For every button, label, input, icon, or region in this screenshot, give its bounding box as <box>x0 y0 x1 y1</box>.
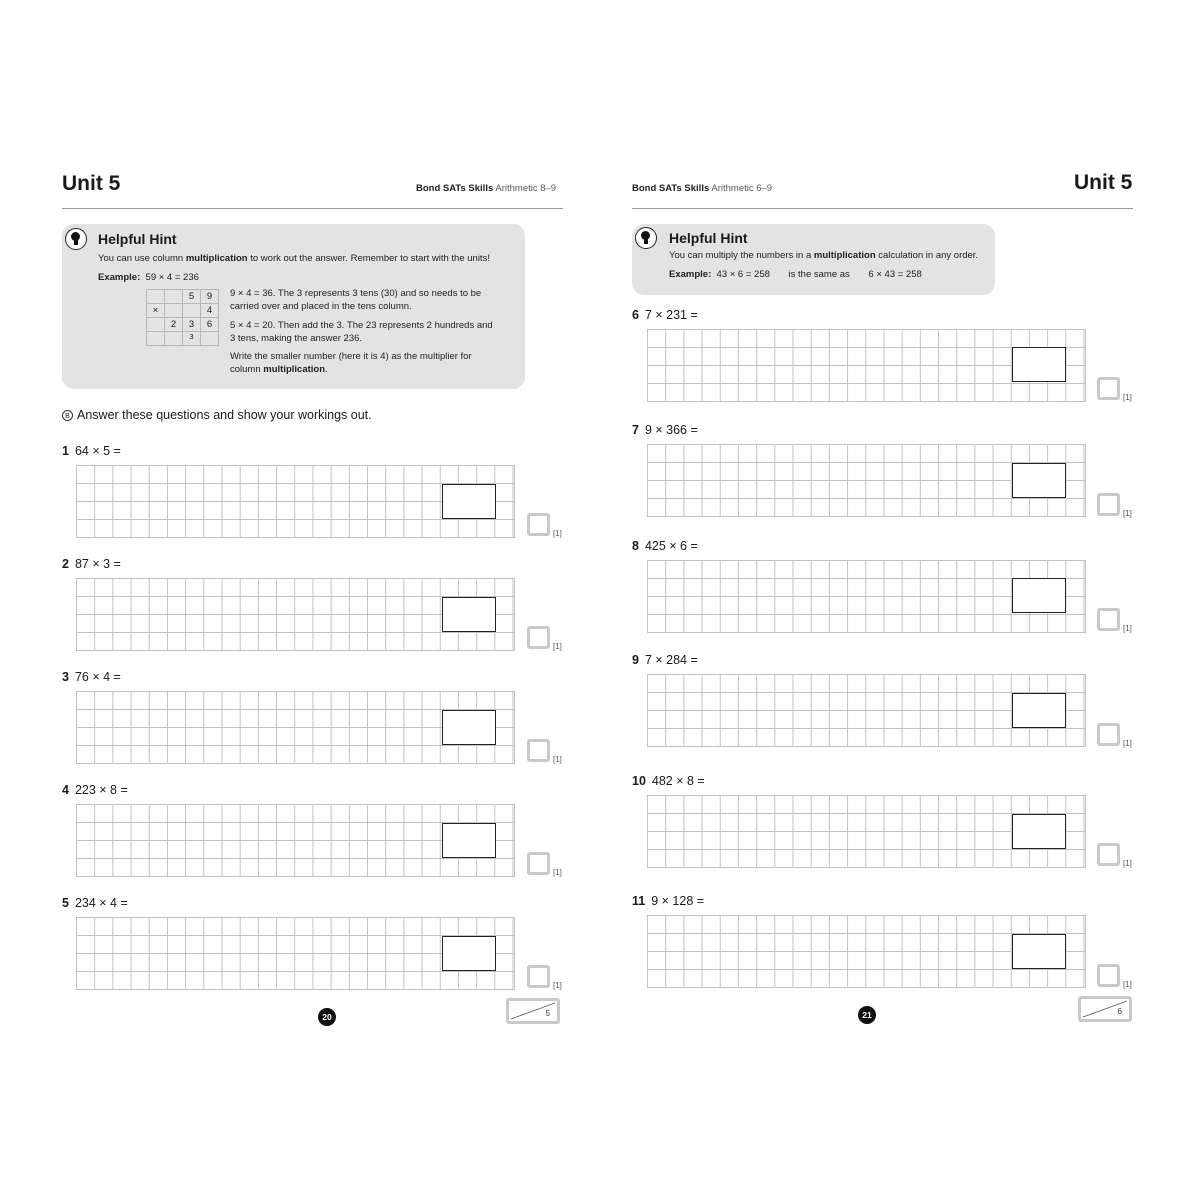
unit-title: Unit 5 <box>1074 171 1133 194</box>
grid-cell: 2 <box>165 318 183 332</box>
mark-value: [1] <box>553 868 562 877</box>
question-text: 223 × 8 = <box>74 783 128 797</box>
hint-intro <box>98 252 518 265</box>
question-number: 8 <box>632 539 639 553</box>
mark-box[interactable] <box>1097 608 1120 631</box>
mark-box[interactable] <box>527 739 550 762</box>
score-total: 5 <box>545 1009 550 1018</box>
hint-keyword: multiplication <box>813 250 876 261</box>
question-label <box>632 653 698 667</box>
series-label <box>632 183 772 194</box>
example-connector: is the same as <box>788 269 850 280</box>
mark-box[interactable] <box>527 965 550 988</box>
question-number: 6 <box>632 308 639 322</box>
helpful-hint-panel <box>632 224 995 295</box>
question-label <box>62 896 128 910</box>
question-label <box>632 423 698 437</box>
answer-box[interactable] <box>442 710 496 745</box>
hint-paragraph-3-text: Write the smaller number (here it is 4) as the multiplier for column <box>230 351 472 375</box>
unit-title: Unit 5 <box>62 172 121 195</box>
grid-cell: × <box>147 304 165 318</box>
lightbulb-icon <box>65 228 87 250</box>
hint-intro-text: You can use column <box>98 253 186 264</box>
series-label <box>416 183 556 194</box>
grid-cell <box>147 332 165 346</box>
question-text: 7 × 231 = <box>644 308 698 322</box>
hint-example <box>669 268 989 281</box>
helpful-hint-panel <box>62 224 525 389</box>
question-text: 64 × 5 = <box>74 444 121 458</box>
series-subject: Arithmetic 6–9 <box>711 183 773 194</box>
hint-intro-text-end: calculation in any order. <box>875 250 979 261</box>
hint-keyword: multiplication <box>185 253 248 264</box>
mark-value: [1] <box>1123 980 1132 989</box>
section-instruction <box>62 408 372 422</box>
grid-cell: 4 <box>201 304 219 318</box>
question-label <box>632 894 704 908</box>
hint-paragraph-3-end: . <box>325 364 328 375</box>
mark-box[interactable] <box>1097 493 1120 516</box>
question-number: 1 <box>62 444 69 458</box>
grid-cell: 9 <box>201 290 219 304</box>
example-label: Example: <box>98 272 141 283</box>
question-number: 9 <box>632 653 639 667</box>
mark-box[interactable] <box>527 513 550 536</box>
question-number: 11 <box>632 894 646 908</box>
question-number: 4 <box>62 783 69 797</box>
question-label <box>632 774 705 788</box>
mark-value: [1] <box>553 755 562 764</box>
question-number: 2 <box>62 557 69 571</box>
question-label <box>62 444 121 458</box>
answer-box[interactable] <box>442 597 496 632</box>
question-text: 482 × 8 = <box>651 774 705 788</box>
question-number: 10 <box>632 774 646 788</box>
grid-cell: 3 <box>183 318 201 332</box>
total-score-box[interactable] <box>1078 996 1132 1022</box>
answer-box[interactable] <box>1012 934 1066 969</box>
question-label <box>62 557 121 571</box>
question-label <box>632 308 698 322</box>
question-text: 87 × 3 = <box>74 557 121 571</box>
series-subject: Arithmetic 8–9 <box>495 183 557 194</box>
grid-cell <box>147 318 165 332</box>
example-equation: 59 × 4 = 236 <box>145 272 199 283</box>
header-rule <box>632 208 1133 209</box>
answer-box[interactable] <box>1012 578 1066 613</box>
right-page <box>600 0 1200 1200</box>
question-text: 76 × 4 = <box>74 670 121 684</box>
mark-value: [1] <box>1123 859 1132 868</box>
mark-value: [1] <box>553 529 562 538</box>
mark-value: [1] <box>1123 393 1132 402</box>
question-number: 5 <box>62 896 69 910</box>
question-text: 425 × 6 = <box>644 539 698 553</box>
mark-box[interactable] <box>527 626 550 649</box>
series-name: Bond SATs Skills <box>632 183 710 194</box>
hint-intro-text: You can multiply the numbers in a <box>669 250 814 261</box>
question-label <box>62 783 128 797</box>
series-name: Bond SATs Skills <box>416 183 494 194</box>
hint-title: Helpful Hint <box>669 230 748 246</box>
hint-paragraph-3 <box>230 350 498 376</box>
lightbulb-icon <box>635 227 657 249</box>
worked-example-grid <box>146 289 219 346</box>
hint-example <box>98 271 199 284</box>
answer-box[interactable] <box>442 484 496 519</box>
hint-title: Helpful Hint <box>98 231 177 247</box>
mark-value: [1] <box>1123 624 1132 633</box>
grid-cell <box>165 290 183 304</box>
mark-box[interactable] <box>1097 843 1120 866</box>
example-equation-swapped: 6 × 43 = 258 <box>868 269 922 280</box>
mark-box[interactable] <box>1097 964 1120 987</box>
answer-box[interactable] <box>1012 693 1066 728</box>
example-label: Example: <box>669 269 712 280</box>
grid-cell <box>183 304 201 318</box>
grid-cell: 6 <box>201 318 219 332</box>
answer-box[interactable] <box>442 823 496 858</box>
mark-value: [1] <box>1123 739 1132 748</box>
answer-box[interactable] <box>1012 347 1066 382</box>
mark-value: [1] <box>553 642 562 651</box>
question-text: 234 × 4 = <box>74 896 128 910</box>
grid-cell <box>165 304 183 318</box>
section-badge: B <box>62 410 73 421</box>
mark-box[interactable] <box>1097 723 1120 746</box>
mark-box[interactable] <box>527 852 550 875</box>
grid-cell: 5 <box>183 290 201 304</box>
hint-paragraph-1: 9 × 4 = 36. The 3 represents 3 tens (30) and so needs to be carried over and placed in the tens column. <box>230 288 482 312</box>
hint-paragraph-2: 5 × 4 = 20. Then add the 3. The 23 represents 2 hundreds and 3 tens, making the answer 236. <box>230 320 493 344</box>
question-label <box>632 539 698 553</box>
question-text: 9 × 366 = <box>644 423 698 437</box>
total-score-box[interactable] <box>506 998 560 1024</box>
header-rule <box>62 208 563 209</box>
grid-cell <box>201 332 219 346</box>
question-number: 3 <box>62 670 69 684</box>
grid-cell <box>165 332 183 346</box>
mark-value: [1] <box>553 981 562 990</box>
instruction-text: Answer these questions and show your workings out. <box>77 408 372 422</box>
mark-value: [1] <box>1123 509 1132 518</box>
grid-cell <box>147 290 165 304</box>
hint-intro <box>669 249 993 262</box>
answer-box[interactable] <box>442 936 496 971</box>
answer-box[interactable] <box>1012 814 1066 849</box>
page-number: 21 <box>858 1006 876 1024</box>
hint-intro-text-end: to work out the answer. Remember to start with the units! <box>247 253 490 264</box>
question-number: 7 <box>632 423 639 437</box>
question-label <box>62 670 121 684</box>
question-text: 7 × 284 = <box>644 653 698 667</box>
answer-box[interactable] <box>1012 463 1066 498</box>
hint-keyword: multiplication <box>263 364 326 375</box>
score-total: 6 <box>1117 1007 1122 1016</box>
mark-box[interactable] <box>1097 377 1120 400</box>
page-number: 20 <box>318 1008 336 1026</box>
carry-digit: 3 <box>183 332 201 346</box>
question-text: 9 × 128 = <box>651 894 705 908</box>
example-equation: 43 × 6 = 258 <box>716 269 770 280</box>
